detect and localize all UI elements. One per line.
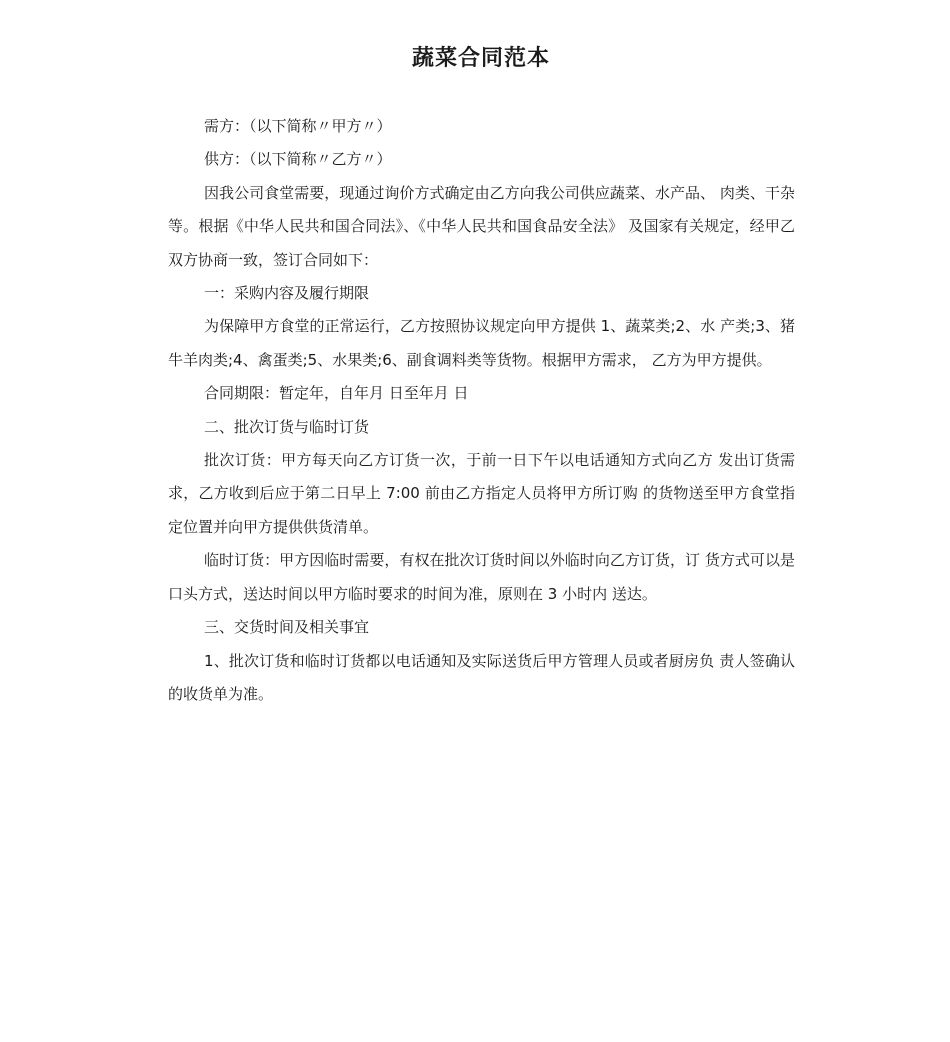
section-heading-3: 三、交货时间及相关事宜 bbox=[204, 618, 370, 637]
temporary-order-paragraph: 临时订货：甲方因临时需要，有权在批次订货时间以外临时向乙方订货，订 货方式可以是口头方式，送达时间以甲方临时要求的时间为准，原则在 3 小时内 送达。 bbox=[168, 551, 795, 603]
procurement-paragraph: 为保障甲方食堂的正常运行，乙方按照协议规定向甲方提供 1、蔬菜类;2、水 产类;3、猪牛羊肉类;4、禽蛋类;5、水果类;6、副食调料类等货物。根据甲方需求， 乙方为甲方提供。 bbox=[168, 317, 795, 369]
buyer-line: 需方：（以下简称〃甲方〃） bbox=[204, 117, 392, 135]
contract-term-line: 合同期限：暂定年，自年月 日至年月 日 bbox=[204, 384, 469, 403]
batch-order-paragraph: 批次订货：甲方每天向乙方订货一次，于前一日下午以电话通知方式向乙方 发出订货需求，乙方收到后应于第二日早上 7:00 前由乙方指定人员将甲方所订购 的货物送至甲方食堂指定位置并向甲方提供供货清单。 bbox=[168, 451, 795, 536]
section-heading-2: 二、批次订货与临时订货 bbox=[204, 417, 370, 436]
delivery-clause-paragraph: 1、批次订货和临时订货都以电话通知及实际送货后甲方管理人员或者厨房负 责人签确认的收货单为准。 bbox=[168, 651, 795, 703]
document-body bbox=[168, 110, 795, 711]
preamble-paragraph: 因我公司食堂需要，现通过询价方式确定由乙方向我公司供应蔬菜、水产品、 肉类、干杂等。根据《中华人民共和国合同法》、《中华人民共和国食品安全法》 及国家有关规定，经甲乙双方协商一致，签订合同如下： bbox=[168, 183, 795, 269]
supplier-line: 供方：（以下简称〃乙方〃） bbox=[204, 150, 392, 169]
document-title: 蔬菜合同范本 bbox=[411, 46, 550, 71]
section-heading-1: 一：采购内容及履行期限 bbox=[204, 284, 370, 303]
